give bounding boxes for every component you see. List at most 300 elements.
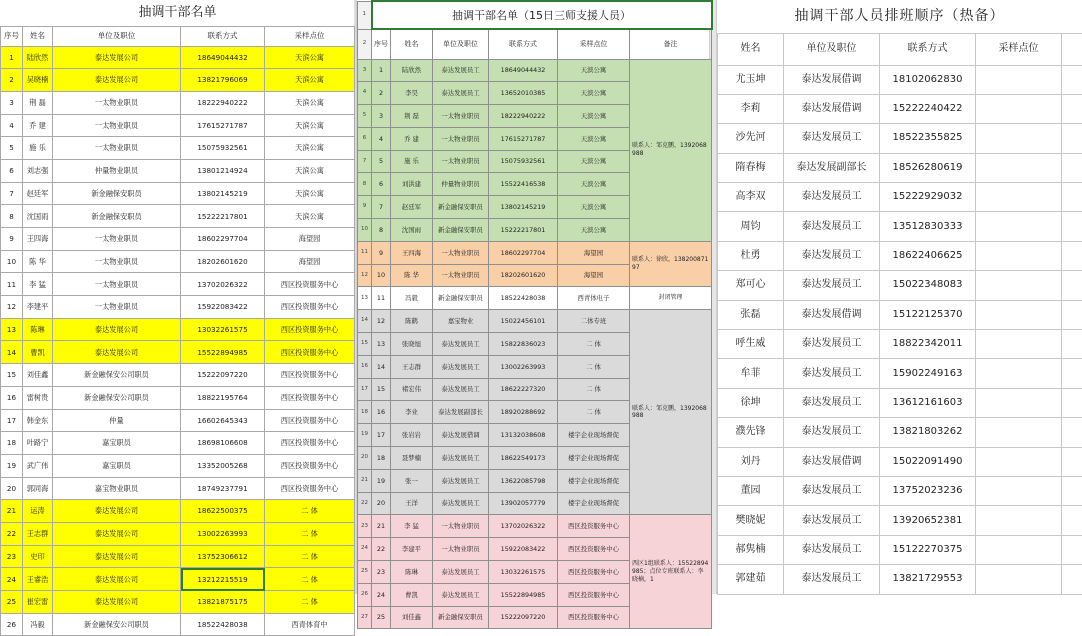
site-cell[interactable]: 二 体 [265,545,355,568]
unit-cell[interactable]: 泰达发展公司 [53,522,181,545]
blank-cell[interactable] [1062,124,1082,153]
phone-cell[interactable]: 15075932561 [489,150,558,173]
phone-cell[interactable]: 18920288692 [489,401,558,424]
phone-cell[interactable]: 13802145219 [489,196,558,219]
phone-cell[interactable]: 13002263993 [489,355,558,378]
unit-cell[interactable]: 泰达发展借调 [784,300,880,329]
site-cell[interactable] [976,418,1062,447]
name-cell[interactable]: 吴晓楠 [23,69,53,92]
unit-cell[interactable]: 一太物业职员 [53,296,181,319]
site-cell[interactable]: 西区投资服务中心 [265,454,355,477]
unit-cell[interactable]: 一太物业职员 [433,105,489,128]
name-cell[interactable]: 郑可心 [718,271,784,300]
phone-cell[interactable]: 15022091490 [880,447,976,476]
row-index-cell[interactable]: 4 [1,114,23,137]
name-cell[interactable]: 王四海 [391,241,433,264]
site-cell[interactable] [976,506,1062,535]
row-index-cell[interactable]: 17 [1,409,23,432]
unit-cell[interactable]: 一太物业职员 [433,127,489,150]
unit-cell[interactable]: 泰达发展公司 [53,341,181,364]
site-cell[interactable] [976,535,1062,564]
blank-cell[interactable] [1062,330,1082,359]
name-cell[interactable]: 杜勇 [718,241,784,270]
site-cell[interactable]: 天滨公寓 [558,219,630,242]
row-number[interactable]: 19 [358,424,372,447]
phone-cell[interactable]: 15922083422 [489,538,558,561]
site-cell[interactable]: 楼宇企业现场督促 [558,492,630,515]
unit-cell[interactable]: 新金融保安职员 [53,205,181,228]
phone-cell[interactable]: 13802145219 [181,182,265,205]
name-cell[interactable]: 陆欣然 [23,46,53,69]
row-number[interactable]: 14 [358,310,372,333]
header-cell[interactable]: 姓名 [718,33,784,65]
site-cell[interactable]: 二 体 [265,522,355,545]
phone-cell[interactable]: 18749237791 [181,477,265,500]
site-cell[interactable]: 西区投资服务中心 [265,432,355,455]
site-cell[interactable]: 海望园 [558,264,630,287]
row-index-cell[interactable]: 23 [1,545,23,568]
row-index-cell[interactable]: 8 [1,205,23,228]
row-index-cell[interactable]: 12 [1,296,23,319]
row-index-cell[interactable]: 5 [1,137,23,160]
phone-cell[interactable]: 18822342011 [880,330,976,359]
name-cell[interactable]: 李 猛 [391,515,433,538]
site-cell[interactable]: 天滨公寓 [265,159,355,182]
unit-cell[interactable]: 泰达发展员工 [433,447,489,470]
blank-cell[interactable] [1062,359,1082,388]
site-cell[interactable]: 天滨公寓 [265,91,355,114]
name-cell[interactable]: 王四海 [23,228,53,251]
site-cell[interactable]: 西区投资服务中心 [558,583,630,606]
site-cell[interactable]: 天滨公寓 [265,114,355,137]
row-index-cell[interactable]: 16 [372,401,391,424]
unit-cell[interactable]: 泰达发展员工 [433,492,489,515]
name-cell[interactable]: 冯毅 [23,613,53,636]
header-cell[interactable]: 联系方式 [880,33,976,65]
name-cell[interactable]: 陈 华 [23,250,53,273]
unit-cell[interactable]: 泰达发展公司 [53,318,181,341]
unit-cell[interactable]: 泰达发展员工 [784,476,880,505]
phone-cell[interactable]: 13752023236 [880,476,976,505]
site-cell[interactable]: 天滨公寓 [265,69,355,92]
phone-cell[interactable]: 15222217801 [489,219,558,242]
blank-cell[interactable] [1062,241,1082,270]
site-cell[interactable] [976,388,1062,417]
blank-cell[interactable] [1062,388,1082,417]
unit-cell[interactable]: 泰达发展公司 [53,545,181,568]
row-number[interactable]: 21 [358,469,372,492]
note-cell[interactable]: 封闭管理 [630,287,712,310]
row-number[interactable]: 9 [358,196,372,219]
site-cell[interactable]: 西区投资服务中心 [558,515,630,538]
row-index-cell[interactable]: 9 [372,241,391,264]
row-index-cell[interactable]: 21 [372,515,391,538]
site-cell[interactable]: 西区投资服务中心 [558,538,630,561]
unit-cell[interactable]: 一太物业职员 [53,250,181,273]
name-cell[interactable]: 沙先河 [718,124,784,153]
unit-cell[interactable]: 一太物业职员 [433,538,489,561]
row-index-cell[interactable]: 4 [372,127,391,150]
site-cell[interactable]: 海望园 [265,250,355,273]
site-cell[interactable]: 二 体 [265,591,355,614]
unit-cell[interactable]: 新金融保安职员 [433,219,489,242]
name-cell[interactable]: 尤玉坤 [718,65,784,94]
phone-cell[interactable]: 18202601620 [181,250,265,273]
name-cell[interactable]: 高李双 [718,183,784,212]
unit-cell[interactable]: 泰达发展员工 [433,561,489,584]
blank-cell[interactable] [1062,565,1082,594]
phone-cell[interactable]: 18522428038 [181,613,265,636]
name-cell[interactable]: 樊晓妮 [718,506,784,535]
phone-cell[interactable]: 13622085798 [489,469,558,492]
blank-cell[interactable] [1062,535,1082,564]
row-index-cell[interactable]: 6 [1,159,23,182]
name-cell[interactable]: 濮先锋 [718,418,784,447]
header-cell[interactable]: 采样点位 [265,26,355,46]
name-cell[interactable]: 褚宏伟 [391,378,433,401]
site-cell[interactable]: 二 体 [558,355,630,378]
phone-cell[interactable]: 13801214924 [181,159,265,182]
site-cell[interactable]: 天滨公寓 [558,59,630,82]
site-cell[interactable]: 天滨公寓 [265,137,355,160]
unit-cell[interactable]: 一太物业职员 [433,264,489,287]
name-cell[interactable]: 刘佳鑫 [391,606,433,629]
blank-cell[interactable] [1062,418,1082,447]
name-cell[interactable]: 王志群 [23,522,53,545]
name-cell[interactable]: 李建平 [391,538,433,561]
name-cell[interactable]: 赵廷军 [391,196,433,219]
unit-cell[interactable]: 泰达发展员工 [784,359,880,388]
header-cell[interactable]: 采样点位 [558,29,630,59]
phone-cell[interactable]: 18522428038 [489,287,558,310]
phone-cell[interactable]: 18698106608 [181,432,265,455]
blank-cell[interactable] [1062,183,1082,212]
blank-cell[interactable] [1062,212,1082,241]
phone-cell[interactable]: 13652010385 [489,82,558,105]
row-index-cell[interactable]: 7 [372,196,391,219]
unit-cell[interactable]: 泰达发展员工 [784,241,880,270]
unit-cell[interactable]: 泰达发展员工 [784,271,880,300]
phone-cell[interactable]: 17615271787 [489,127,558,150]
phone-cell[interactable]: 15522894985 [489,583,558,606]
name-cell[interactable]: 李建平 [23,296,53,319]
name-cell[interactable]: 曹凯 [23,341,53,364]
site-cell[interactable]: 西青体电子 [558,287,630,310]
name-cell[interactable]: 武广伟 [23,454,53,477]
unit-cell[interactable]: 泰达发展借调 [433,424,489,447]
row-index-cell[interactable]: 7 [1,182,23,205]
row-number[interactable]: 4 [358,82,372,105]
site-cell[interactable] [976,241,1062,270]
site-cell[interactable] [976,124,1062,153]
row-index-cell[interactable]: 24 [372,583,391,606]
row-number[interactable]: 2 [358,29,372,59]
phone-cell[interactable]: 13752306612 [181,545,265,568]
header-cell[interactable]: 序号 [1,26,23,46]
unit-cell[interactable]: 泰达发展公司 [53,568,181,591]
row-number[interactable]: 16 [358,355,372,378]
row-number[interactable]: 1 [358,1,372,29]
header-cell[interactable]: 单位及职位 [433,29,489,59]
row-index-cell[interactable]: 18 [1,432,23,455]
site-cell[interactable]: 天滨公寓 [265,182,355,205]
unit-cell[interactable]: 泰达发展副部长 [784,153,880,182]
row-number[interactable]: 23 [358,515,372,538]
phone-cell[interactable]: 13032261575 [489,561,558,584]
name-cell[interactable]: 运涛 [23,500,53,523]
unit-cell[interactable]: 泰达发展员工 [433,378,489,401]
blank-cell[interactable] [1062,447,1082,476]
header-cell[interactable]: 单位及职位 [53,26,181,46]
row-index-cell[interactable]: 6 [372,173,391,196]
blank-cell[interactable] [1062,271,1082,300]
site-cell[interactable]: 西区投资服务中心 [265,273,355,296]
unit-cell[interactable]: 泰达发展员工 [433,333,489,356]
row-number[interactable]: 7 [358,150,372,173]
row-index-cell[interactable]: 11 [1,273,23,296]
site-cell[interactable] [976,94,1062,123]
site-cell[interactable]: 海望园 [558,241,630,264]
name-cell[interactable]: 刘志强 [23,159,53,182]
row-number[interactable]: 8 [358,173,372,196]
site-cell[interactable]: 二 体 [265,568,355,591]
row-index-cell[interactable]: 15 [372,378,391,401]
site-cell[interactable] [976,330,1062,359]
header-cell[interactable]: 单位及职位 [784,33,880,65]
unit-cell[interactable]: 泰达发展借调 [784,94,880,123]
site-cell[interactable]: 楼宇企业现场督促 [558,469,630,492]
row-number[interactable]: 18 [358,401,372,424]
name-cell[interactable]: 刘丹 [718,447,784,476]
unit-cell[interactable]: 泰达发展员工 [433,469,489,492]
phone-cell[interactable]: 18649044432 [181,46,265,69]
unit-cell[interactable]: 泰达发展员工 [784,535,880,564]
site-cell[interactable] [976,212,1062,241]
name-cell[interactable]: 赵廷军 [23,182,53,205]
phone-cell[interactable]: 13032261575 [181,318,265,341]
blank-cell[interactable] [1062,33,1082,65]
phone-cell[interactable]: 13612161603 [880,388,976,417]
site-cell[interactable]: 天滨公寓 [265,205,355,228]
unit-cell[interactable]: 泰达发展借调 [784,65,880,94]
phone-cell[interactable]: 15902249163 [880,359,976,388]
site-cell[interactable]: 二 体 [558,401,630,424]
name-cell[interactable]: 聂梦楠 [391,447,433,470]
unit-cell[interactable]: 泰达发展公司 [53,46,181,69]
unit-cell[interactable]: 泰达发展员工 [784,183,880,212]
name-cell[interactable]: 郭同海 [23,477,53,500]
unit-cell[interactable]: 新金融保安职员 [433,287,489,310]
blank-cell[interactable] [1062,65,1082,94]
phone-cell[interactable]: 13002263993 [181,522,265,545]
row-index-cell[interactable]: 14 [1,341,23,364]
site-cell[interactable]: 天滨公寓 [558,196,630,219]
site-cell[interactable]: 西区投资服务中心 [265,364,355,387]
unit-cell[interactable]: 一太物业职员 [433,150,489,173]
name-cell[interactable]: 陆欣然 [391,59,433,82]
name-cell[interactable]: 刘洪建 [391,173,433,196]
phone-cell[interactable]: 15522894985 [181,341,265,364]
unit-cell[interactable]: 新金融保安职员 [433,606,489,629]
name-cell[interactable]: 牟菲 [718,359,784,388]
phone-cell[interactable]: 15222097220 [181,364,265,387]
site-cell[interactable]: 二 体 [265,500,355,523]
site-cell[interactable]: 天滨公寓 [558,150,630,173]
name-cell[interactable]: 施 乐 [23,137,53,160]
header-cell[interactable]: 备注 [630,29,712,59]
unit-cell[interactable]: 泰达发展员工 [784,388,880,417]
site-cell[interactable]: 西区投资服务中心 [265,409,355,432]
unit-cell[interactable]: 一太物业职员 [53,114,181,137]
name-cell[interactable]: 曹凯 [391,583,433,606]
name-cell[interactable]: 李 猛 [23,273,53,296]
note-cell[interactable]: 联系人：邹克鹏，1392068988 [630,59,712,241]
site-cell[interactable]: 西区投资服务中心 [265,296,355,319]
unit-cell[interactable]: 泰达发展员工 [784,212,880,241]
unit-cell[interactable]: 泰达发展员工 [784,506,880,535]
row-index-cell[interactable]: 23 [372,561,391,584]
name-cell[interactable]: 张晓旭 [391,333,433,356]
unit-cell[interactable]: 仲量物业职员 [53,159,181,182]
phone-cell[interactable]: 15522416538 [489,173,558,196]
unit-cell[interactable]: 一太物业职员 [53,228,181,251]
phone-cell[interactable]: 15022456101 [489,310,558,333]
name-cell[interactable]: 周钧 [718,212,784,241]
name-cell[interactable]: 王志群 [391,355,433,378]
name-cell[interactable]: 王洋 [391,492,433,515]
row-number[interactable]: 24 [358,538,372,561]
unit-cell[interactable]: 嘉宝物业职员 [53,477,181,500]
row-index-cell[interactable]: 3 [1,91,23,114]
phone-cell[interactable]: 15222929032 [880,183,976,212]
unit-cell[interactable]: 新金融保安公司职员 [53,364,181,387]
name-cell[interactable]: 刘佳鑫 [23,364,53,387]
row-index-cell[interactable]: 19 [1,454,23,477]
phone-cell[interactable]: 18222940222 [181,91,265,114]
site-cell[interactable]: 天滨公寓 [558,82,630,105]
unit-cell[interactable]: 泰达发展副部长 [433,401,489,424]
site-cell[interactable]: 楼宇企业现场督促 [558,424,630,447]
name-cell[interactable]: 叶路宁 [23,432,53,455]
phone-cell[interactable]: 15075932561 [181,137,265,160]
phone-cell[interactable]: 15022348083 [880,271,976,300]
unit-cell[interactable]: 新金融保安公司职员 [53,386,181,409]
header-cell[interactable]: 姓名 [391,29,433,59]
name-cell[interactable]: 沈国雨 [23,205,53,228]
row-number[interactable]: 25 [358,561,372,584]
row-index-cell[interactable]: 8 [372,219,391,242]
blank-cell[interactable] [1062,300,1082,329]
row-index-cell[interactable]: 9 [1,228,23,251]
phone-cell[interactable]: 15122125370 [880,300,976,329]
unit-cell[interactable]: 泰达发展员工 [433,355,489,378]
row-index-cell[interactable]: 5 [372,150,391,173]
site-cell[interactable]: 楼宇企业现场督促 [558,447,630,470]
row-index-cell[interactable]: 19 [372,469,391,492]
phone-cell[interactable]: 18602297704 [489,241,558,264]
phone-cell[interactable]: 15922083422 [181,296,265,319]
phone-cell[interactable]: 18222940222 [489,105,558,128]
unit-cell[interactable]: 新金融保安职员 [433,196,489,219]
row-index-cell[interactable]: 2 [372,82,391,105]
phone-cell[interactable]: 13821875175 [181,591,265,614]
phone-cell[interactable]: 18202601620 [489,264,558,287]
name-cell[interactable]: 施 乐 [391,150,433,173]
phone-cell[interactable]: 18102062830 [880,65,976,94]
header-cell[interactable]: 序号 [372,29,391,59]
site-cell[interactable] [976,300,1062,329]
name-cell[interactable]: 张磊 [718,300,784,329]
name-cell[interactable]: 雷树贵 [23,386,53,409]
name-cell[interactable]: 荆 磊 [23,91,53,114]
unit-cell[interactable]: 一太物业职员 [53,273,181,296]
phone-cell[interactable]: 18602297704 [181,228,265,251]
phone-cell[interactable]: 18622227320 [489,378,558,401]
row-number[interactable]: 26 [358,583,372,606]
name-cell[interactable]: 李业 [391,401,433,424]
blank-cell[interactable] [1062,153,1082,182]
phone-cell[interactable]: 18522355825 [880,124,976,153]
site-cell[interactable]: 西区投资服务中心 [265,318,355,341]
site-cell[interactable] [976,359,1062,388]
row-index-cell[interactable]: 20 [372,492,391,515]
row-number[interactable]: 5 [358,105,372,128]
row-index-cell[interactable]: 25 [1,591,23,614]
row-index-cell[interactable]: 18 [372,447,391,470]
row-index-cell[interactable]: 20 [1,477,23,500]
unit-cell[interactable]: 嘉宝职员 [53,454,181,477]
site-cell[interactable]: 天滨公寓 [265,46,355,69]
unit-cell[interactable]: 泰达发展员工 [433,59,489,82]
phone-cell[interactable]: 13352005268 [181,454,265,477]
row-number[interactable]: 10 [358,219,372,242]
header-cell[interactable]: 采样点位 [976,33,1062,65]
site-cell[interactable] [976,183,1062,212]
note-cell[interactable]: 西区1组联系人：15522894985；点位专班联系人：李晓楠，1 [630,515,712,629]
header-cell[interactable]: 姓名 [23,26,53,46]
name-cell[interactable]: 徐坤 [718,388,784,417]
unit-cell[interactable]: 嘉宝职员 [53,432,181,455]
unit-cell[interactable]: 嘉宝物业 [433,310,489,333]
site-cell[interactable] [976,476,1062,505]
phone-cell[interactable]: 18622549173 [489,447,558,470]
unit-cell[interactable]: 仲量物业职员 [433,173,489,196]
name-cell[interactable]: 王睿浩 [23,568,53,591]
name-cell[interactable]: 郭建茹 [718,565,784,594]
site-cell[interactable]: 西区投资服务中心 [558,561,630,584]
row-number[interactable]: 13 [358,287,372,310]
row-index-cell[interactable]: 1 [372,59,391,82]
row-number[interactable]: 12 [358,264,372,287]
site-cell[interactable] [976,65,1062,94]
name-cell[interactable]: 张一 [391,469,433,492]
note-cell[interactable]: 联系人：邹克鹏，1392068988 [630,310,712,515]
header-cell[interactable]: 联系方式 [181,26,265,46]
unit-cell[interactable]: 泰达发展公司 [53,69,181,92]
site-cell[interactable]: 二 体 [558,378,630,401]
phone-cell[interactable]: 13512830333 [880,212,976,241]
site-cell[interactable]: 天滨公寓 [558,173,630,196]
name-cell[interactable]: 荆 磊 [391,105,433,128]
row-index-cell[interactable]: 16 [1,386,23,409]
site-cell[interactable] [976,271,1062,300]
phone-cell[interactable]: 18822195764 [181,386,265,409]
name-cell[interactable]: 韩金东 [23,409,53,432]
phone-cell[interactable]: 13702026322 [181,273,265,296]
row-number[interactable]: 17 [358,378,372,401]
row-index-cell[interactable]: 24 [1,568,23,591]
row-number[interactable]: 27 [358,606,372,629]
